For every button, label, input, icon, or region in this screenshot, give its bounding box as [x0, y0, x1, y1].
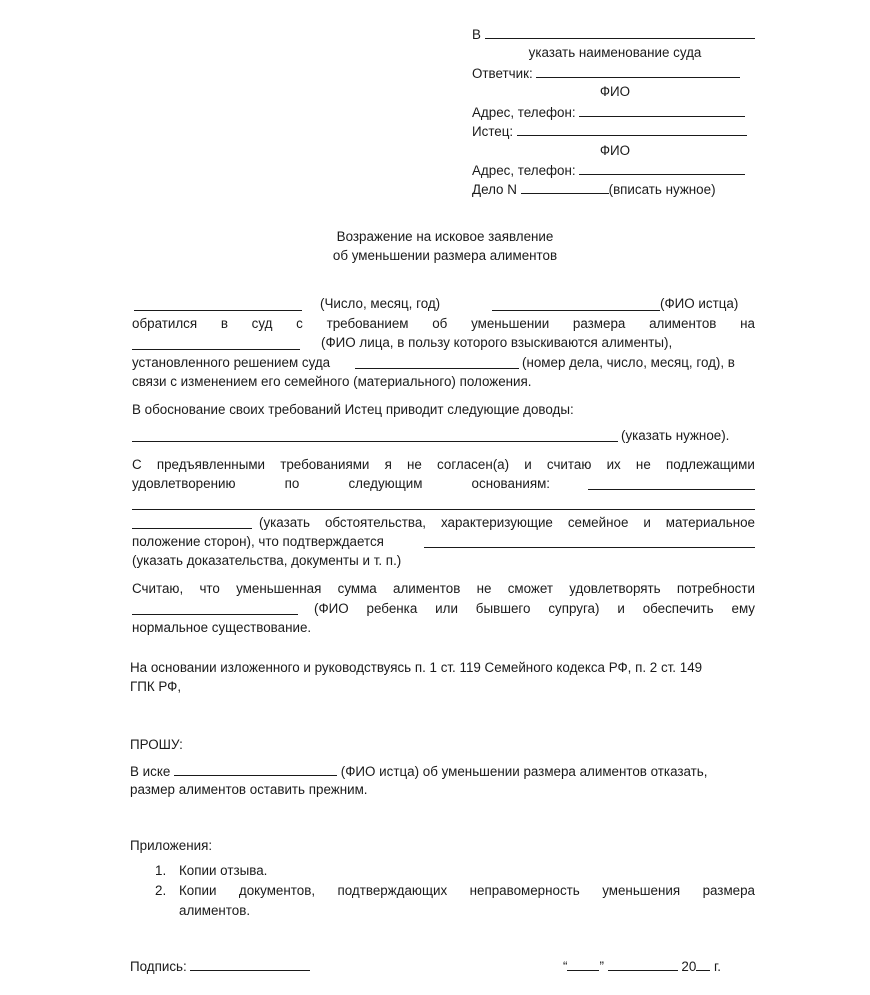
decision-number-blank[interactable] [355, 368, 519, 369]
attachment-2-text-line2: алиментов. [179, 903, 251, 918]
word: не [407, 457, 422, 472]
proof-blank[interactable] [424, 547, 755, 548]
word: размера [572, 316, 626, 331]
defendant-caption: ФИО [599, 84, 631, 99]
claim-text-line2 [132, 316, 755, 332]
legal-basis-line1: На основании изложенного и руководствуясь п. 1 ст. 119 Семейного кодекса РФ, п. 2 ст. 149 [130, 660, 703, 675]
word: считаю [546, 457, 592, 472]
word: требованиями [280, 457, 370, 472]
word: обратился [132, 316, 198, 331]
plaintiff-address-line: Адрес, телефон: [472, 162, 745, 179]
document-title-line1: Возражение на исковое заявление [336, 229, 554, 244]
word: на [740, 316, 755, 331]
word: уменьшении [471, 316, 550, 331]
needs-line3: нормальное существование. [132, 620, 312, 635]
attachment-1-number: 1. [155, 863, 167, 878]
plaintiff-caption: ФИО [599, 143, 631, 158]
decision-hint: (номер дела, число, месяц, год), в [522, 355, 735, 370]
defendant-address-blank[interactable] [579, 104, 745, 117]
claim-text-line5: связи с изменением его семейного (материального) положения. [132, 374, 532, 389]
grounds-blank-2[interactable] [132, 509, 755, 510]
arguments-intro: В обоснование своих требований Истец приводит следующие доводы: [132, 402, 574, 417]
child-name-blank[interactable] [132, 614, 298, 615]
word: по [284, 476, 300, 491]
defendant-name-blank[interactable] [536, 65, 740, 78]
word: согласен(а) [437, 457, 510, 472]
grounds-blank-3[interactable] [132, 528, 252, 529]
case-number-blank[interactable] [521, 181, 609, 194]
arguments-blank[interactable] [132, 441, 618, 442]
plaintiff-hint: (ФИО истца) [660, 296, 739, 311]
court-caption: указать наименование суда [528, 45, 702, 60]
word: я [384, 457, 392, 472]
word: суд [251, 316, 273, 331]
objection-line2 [132, 476, 550, 492]
attachment-2-text-line1: Копии документов, подтверждающих неправомерность уменьшения размера [179, 883, 755, 898]
proof-hint: (указать доказательства, документы и т. п.) [132, 553, 402, 568]
legal-basis-line2: ГПК РФ, [130, 679, 182, 694]
word: подлежащими [665, 457, 755, 472]
beneficiary-blank[interactable] [132, 349, 300, 350]
year-blank[interactable] [696, 958, 710, 971]
objection-line1 [132, 457, 755, 473]
plaintiff-line: Истец: [472, 123, 747, 140]
court-name-blank[interactable] [485, 26, 755, 39]
defendant-address-line: Адрес, телефон: [472, 104, 745, 121]
date-blank[interactable] [134, 310, 302, 311]
word: основаниям: [471, 476, 550, 491]
court-line: В [472, 26, 755, 43]
date-hint: (Число, месяц, год) [320, 296, 441, 311]
child-hint: (ФИО ребенка или бывшего супруга) и обеспечить ему [314, 601, 755, 616]
word: с [296, 316, 303, 331]
word: требованием [326, 316, 409, 331]
defendant-line: Ответчик: [472, 65, 740, 82]
request-line2: размер алиментов оставить прежним. [130, 782, 368, 797]
attachment-1-text: Копии отзыва. [179, 863, 268, 878]
word: следующим [348, 476, 423, 491]
attachments-heading: Приложения: [130, 838, 213, 853]
word: их [606, 457, 621, 472]
request-heading: ПРОШУ: [130, 737, 183, 752]
signature-blank[interactable] [190, 958, 310, 971]
needs-line1: Считаю, что уменьшенная сумма алиментов не сможет удовлетворять потребности [132, 581, 755, 596]
word: об [432, 316, 448, 331]
request-line1: В иске (ФИО истца) об уменьшении размера алиментов отказать, [130, 764, 708, 779]
day-blank[interactable] [567, 958, 599, 971]
request-plaintiff-blank[interactable] [174, 763, 337, 776]
document-title-line2: об уменьшении размера алиментов [332, 248, 558, 263]
attachment-2-number: 2. [155, 883, 167, 898]
proof-text: положение сторон), что подтверждается [132, 534, 384, 549]
date-line: “ ” 20 г. [563, 959, 722, 974]
beneficiary-hint: (ФИО лица, в пользу которого взыскиваются алименты), [321, 335, 673, 350]
word: и [524, 457, 532, 472]
case-number-line: Дело N (вписать нужное) [472, 182, 716, 197]
word: не [635, 457, 651, 472]
plaintiff-address-blank[interactable] [579, 162, 745, 175]
court-decision-text: установленного решением суда [132, 355, 331, 370]
word: удовлетворению [132, 476, 236, 491]
word: алиментов [649, 316, 717, 331]
arguments-hint: (указать нужное). [621, 428, 730, 443]
plaintiff-name-blank[interactable] [517, 123, 747, 136]
plaintiff-name-blank-2[interactable] [492, 310, 660, 311]
signature-line: Подпись: [130, 958, 310, 975]
word: предъявленными [156, 457, 266, 472]
word: в [220, 316, 228, 331]
month-blank[interactable] [608, 958, 678, 971]
grounds-blank-1[interactable] [588, 489, 755, 490]
word: С [132, 457, 142, 472]
circumstances-hint: (указать обстоятельства, характеризующие семейное и материальное [259, 515, 755, 530]
